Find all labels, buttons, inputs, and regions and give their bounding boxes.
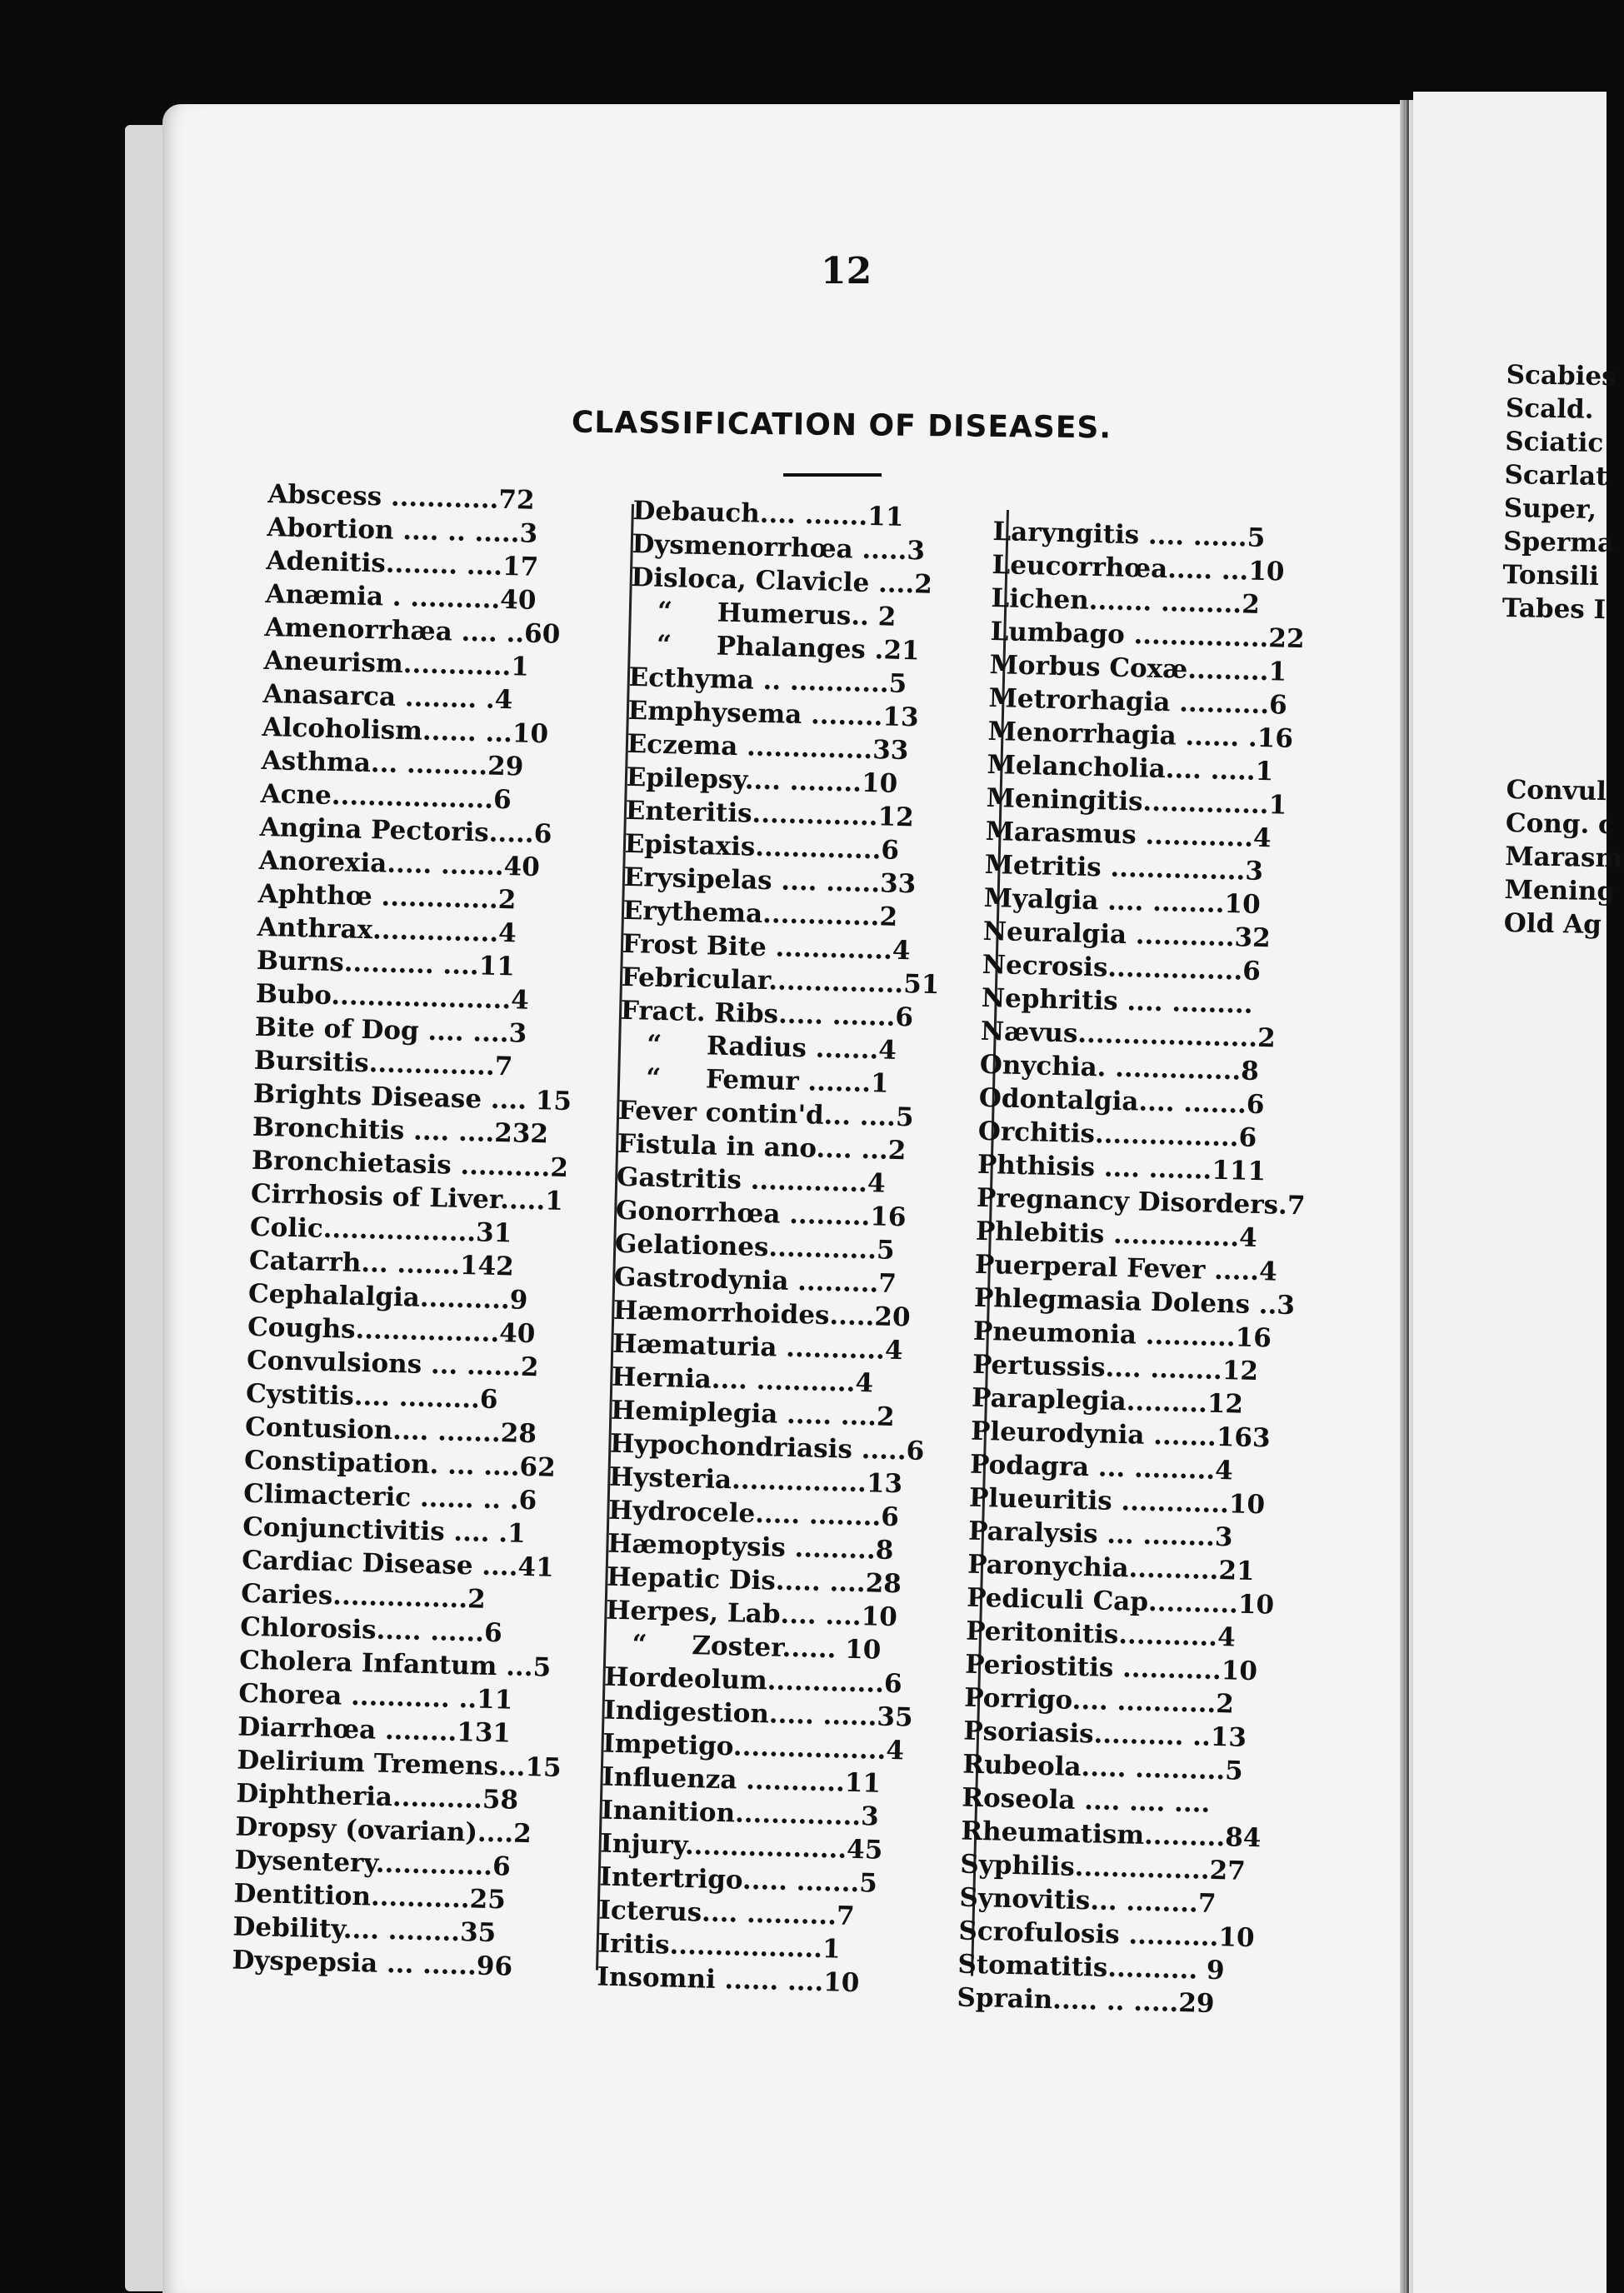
- disease-entry: Fever contin'd... ....5: [617, 1095, 914, 1133]
- disease-entry: Myalgia .... ........10: [983, 882, 1262, 920]
- disease-entry: Influenza ...........11: [601, 1761, 882, 1799]
- disease-entry: Gastritis .............4: [616, 1161, 886, 1199]
- disease-entry: Hysteria...............13: [608, 1461, 903, 1500]
- disease-entry: Scrofulosis ..........10: [958, 1916, 1255, 1954]
- disease-entry: Hæmorrhoides.....20: [612, 1295, 911, 1333]
- disease-entry: Alcoholism...... ...10: [262, 712, 549, 750]
- disease-entry: Chlorosis..... ......6: [239, 1611, 503, 1649]
- disease-entry: Hemiplegia ..... ....2: [610, 1395, 896, 1432]
- disease-entry: Erysipelas .... ......33: [623, 862, 917, 900]
- disease-entry: Cholera Infantum ...5: [238, 1645, 552, 1683]
- right-page-entry: Sciatic: [1504, 426, 1604, 459]
- disease-entry: Gastrodynia .........7: [613, 1261, 897, 1299]
- disease-entry: Hæmaturia ...........4: [612, 1328, 903, 1366]
- disease-entry: Necrosis...............6: [982, 949, 1262, 987]
- disease-entry: Pertussis.... ........12: [972, 1349, 1259, 1387]
- disease-entry: Pneumonia ..........16: [972, 1316, 1272, 1354]
- disease-entry: Indigestion..... ......35: [602, 1695, 913, 1733]
- disease-entry: Phlegmasia Dolens ..3: [973, 1282, 1296, 1321]
- disease-entry: Inanition..............3: [600, 1795, 880, 1832]
- disease-entry: Metritis ...............3: [984, 849, 1264, 887]
- disease-entry: Puerperal Fever .....4: [974, 1249, 1278, 1287]
- disease-entry: Paronychia..........21: [967, 1549, 1256, 1587]
- disease-entry: Fract. Ribs..... .......6: [620, 995, 914, 1033]
- disease-entry: Bite of Dog .... ....3: [254, 1012, 527, 1049]
- disease-entry: Phthisis .... .......111: [977, 1149, 1267, 1187]
- disease-entry: Porrigo.... ...........2: [963, 1682, 1235, 1720]
- disease-entry: Nephritis .... .........: [981, 982, 1253, 1020]
- disease-entry: Bursitis..............7: [253, 1045, 513, 1082]
- disease-entry: Icterus.... ..........7: [598, 1895, 856, 1931]
- gutter-shadow-line: [1407, 100, 1409, 2293]
- disease-entry: Cephalalgia..........9: [247, 1278, 528, 1316]
- disease-entry: Febricular...............51: [621, 962, 940, 1001]
- disease-entry: Peritonitis...........4: [965, 1616, 1237, 1653]
- disease-entry: Orchitis................6: [977, 1116, 1257, 1153]
- disease-column-2: [597, 494, 951, 2001]
- disease-entry: Anorexia..... .......40: [258, 845, 541, 883]
- disease-entry: Melancholia.... .....1: [987, 749, 1274, 787]
- disease-entry: Ecthyma .. ...........5: [628, 662, 907, 700]
- disease-entry: Odontalgia.... .......6: [978, 1082, 1265, 1121]
- right-page-entry: Tonsili: [1502, 559, 1600, 592]
- disease-entry: Roseola .... .... ....: [961, 1782, 1211, 1819]
- right-page-entry: Scald.: [1505, 392, 1594, 425]
- disease-entry: Lumbago ...............22: [990, 616, 1305, 655]
- disease-entry: Metrorhagia ..........6: [988, 682, 1288, 721]
- disease-entry: Pregnancy Disorders.7: [976, 1182, 1306, 1221]
- disease-entry: Hæmoptysis .........8: [607, 1528, 894, 1566]
- right-page-top-list: [1502, 358, 1617, 627]
- disease-entry: Brights Disease .... 15: [252, 1078, 572, 1117]
- disease-entry: Adenitis........ ....17: [266, 545, 539, 582]
- disease-entry: Burns.......... ....11: [256, 945, 516, 982]
- disease-entry: Epilepsy.... ........10: [626, 762, 898, 799]
- disease-entry: Debauch.... .......11: [632, 495, 904, 532]
- disease-column-3: [957, 515, 1322, 2022]
- disease-entry: Psoriasis.......... ..13: [962, 1716, 1247, 1753]
- disease-entry: Frost Bite .............4: [622, 928, 911, 967]
- disease-entry: Impetigo.................4: [602, 1728, 905, 1766]
- disease-entry: Asthma... .........29: [261, 745, 524, 782]
- disease-entry: Abscess ............72: [267, 478, 535, 516]
- disease-entry: “ Zoster...... 10: [604, 1628, 882, 1666]
- disease-entry: Hordeolum.............6: [603, 1661, 903, 1700]
- disease-entry: Fistula in ano.... ...2: [617, 1128, 907, 1166]
- disease-entry: “ Humerus.. 2: [630, 595, 897, 632]
- disease-entry: Enteritis..............12: [625, 795, 915, 833]
- disease-entry: Cirrhosis of Liver.....1: [250, 1178, 564, 1216]
- right-page-entry: Scarlat: [1504, 459, 1608, 492]
- disease-entry: Erythema.............2: [622, 895, 898, 932]
- disease-entry: Paralysis ... ........3: [967, 1516, 1233, 1553]
- disease-entry: “ Radius .......4: [619, 1028, 897, 1066]
- disease-entry: Acne..................6: [260, 778, 512, 816]
- disease-entry: Diphtheria..........58: [235, 1778, 519, 1816]
- right-page-entry: Scabies: [1506, 359, 1617, 392]
- disease-entry: Angina Pectoris.....6: [259, 812, 552, 850]
- disease-entry: Menorrhagia ...... .16: [987, 716, 1294, 754]
- right-page-entry: Convul: [1506, 774, 1607, 807]
- page-title: CLASSIFICATION OF DISEASES.: [571, 405, 1112, 446]
- disease-entry: Caries...............2: [240, 1578, 487, 1615]
- disease-entry: Delirium Tremens...15: [236, 1745, 562, 1784]
- disease-entry: Bronchietasis ..........2: [251, 1145, 569, 1184]
- disease-entry: Periostitis ...........10: [964, 1649, 1258, 1687]
- disease-entry: Gonorrhœa .........16: [615, 1195, 907, 1233]
- disease-entry: Hypochondriasis .....6: [609, 1428, 925, 1466]
- disease-entry: Abortion .... .. .....3: [267, 512, 538, 549]
- disease-entry: Coughs................40: [247, 1311, 536, 1350]
- right-page-entry: Tabes I: [1502, 592, 1607, 626]
- disease-entry: Podagra ... .........4: [969, 1449, 1234, 1486]
- disease-entry: Anthrax..............4: [257, 912, 517, 949]
- disease-entry: Hernia.... ...........4: [611, 1361, 874, 1399]
- disease-entry: Pediculi Cap..........10: [966, 1582, 1275, 1621]
- disease-entry: Eczema ..............33: [627, 728, 909, 767]
- disease-entry: Leucorrhœa..... ...10: [992, 549, 1285, 587]
- disease-entry: Climacteric ...... .. .6: [242, 1478, 537, 1516]
- disease-entry: Dropsy (ovarian)....2: [234, 1811, 532, 1850]
- disease-column-1: [232, 477, 592, 1985]
- right-page-entry: Mening: [1504, 874, 1616, 907]
- disease-entry: Dentition...........25: [233, 1878, 507, 1916]
- right-page-entry: Old Ag: [1503, 907, 1602, 941]
- disease-entry: Insomni ...... ....10: [597, 1961, 860, 1999]
- right-page-entry: Marasm: [1504, 841, 1623, 874]
- disease-entry: Herpes, Lab.... ....10: [605, 1595, 898, 1633]
- page-number: 12: [821, 250, 872, 292]
- disease-entry: Cystitis.... .........6: [245, 1378, 498, 1416]
- disease-entry: Plueuritis ............10: [968, 1482, 1266, 1521]
- disease-entry: Debility.... ........35: [232, 1911, 497, 1949]
- right-page-entry: Super,: [1503, 492, 1597, 525]
- disease-entry: Lichen....... .........2: [991, 582, 1261, 620]
- disease-entry: Constipation. ... ....62: [243, 1445, 557, 1483]
- disease-entry: Bubo....................4: [255, 978, 530, 1016]
- disease-entry: Colic.................31: [249, 1211, 512, 1249]
- disease-entry: Stomatitis.......... 9: [957, 1949, 1226, 1986]
- disease-entry: Rheumatism.........84: [960, 1816, 1262, 1854]
- right-page-bottom-list: [1504, 773, 1624, 942]
- disease-entry: Intertrigo..... .......5: [599, 1861, 878, 1899]
- disease-entry: Onychia. ..............8: [979, 1049, 1260, 1087]
- disease-entry: Bronchitis .... ....232: [252, 1112, 549, 1150]
- disease-entry: Morbus Coxæ.........1: [989, 649, 1287, 687]
- disease-entry: Convulsions ... ......2: [246, 1345, 539, 1383]
- disease-entry: “ Phalanges .21: [629, 628, 921, 667]
- disease-entry: Iritis.................1: [597, 1928, 842, 1965]
- disease-entry: Amenorrhæa .... ..60: [264, 612, 561, 650]
- disease-entry: Neuralgia ...........32: [982, 916, 1272, 954]
- disease-entry: Chorea ........... ..11: [237, 1678, 513, 1716]
- disease-entry: Dysmenorrhœa .....3: [632, 528, 926, 567]
- disease-entry: Conjunctivitis .... .1: [242, 1511, 527, 1549]
- disease-entry: Anæmia . ..........40: [265, 578, 537, 616]
- disease-entry: “ Femur .......1: [618, 1062, 890, 1099]
- right-page-entry: Sperma: [1502, 526, 1615, 559]
- disease-entry: Pleurodynia .......163: [970, 1416, 1271, 1454]
- disease-entry: Anasarca ........ .4: [262, 678, 513, 716]
- disease-entry: Paraplegia.........12: [971, 1382, 1244, 1420]
- disease-entry: Catarrh... .......142: [248, 1245, 515, 1282]
- disease-entry: Rubeola..... ..........5: [962, 1749, 1244, 1786]
- disease-entry: Disloca, Clavicle ....2: [631, 562, 933, 600]
- disease-entry: Marasmus ............4: [985, 816, 1272, 854]
- disease-entry: Meningitis..............1: [986, 782, 1287, 821]
- disease-entry: Aphthœ .............2: [257, 878, 517, 916]
- disease-entry: Laryngitis .... ......5: [992, 516, 1266, 553]
- disease-entry: Sprain..... .. .....29: [957, 1982, 1215, 2020]
- disease-entry: Aneurism............1: [263, 645, 530, 682]
- disease-entry: Cardiac Disease ....41: [241, 1545, 555, 1583]
- disease-entry: Synovitis... ........7: [959, 1882, 1217, 1920]
- disease-entry: Gelationes............5: [614, 1228, 895, 1266]
- disease-entry: Diarrhœa ........131: [237, 1711, 512, 1749]
- disease-entry: Phlebitis ..............4: [975, 1216, 1258, 1253]
- disease-entry: Dyspepsia ... ......96: [232, 1945, 513, 1982]
- disease-entry: Nævus....................2: [980, 1016, 1277, 1054]
- right-page-entry: Cong. c: [1505, 807, 1615, 841]
- disease-entry: Hepatic Dis..... ....28: [606, 1561, 902, 1600]
- disease-entry: Epistaxis..............6: [624, 828, 900, 866]
- disease-entry: Contusion.... .......28: [244, 1411, 537, 1450]
- disease-entry: Hydrocele..... ........6: [607, 1495, 900, 1533]
- disease-entry: Injury..................45: [599, 1828, 883, 1866]
- disease-entry: Dysentery.............6: [234, 1845, 512, 1882]
- disease-entry: Syphilis...............27: [959, 1849, 1247, 1886]
- disease-entry: Emphysema ........13: [627, 695, 919, 733]
- title-rule: [783, 473, 882, 477]
